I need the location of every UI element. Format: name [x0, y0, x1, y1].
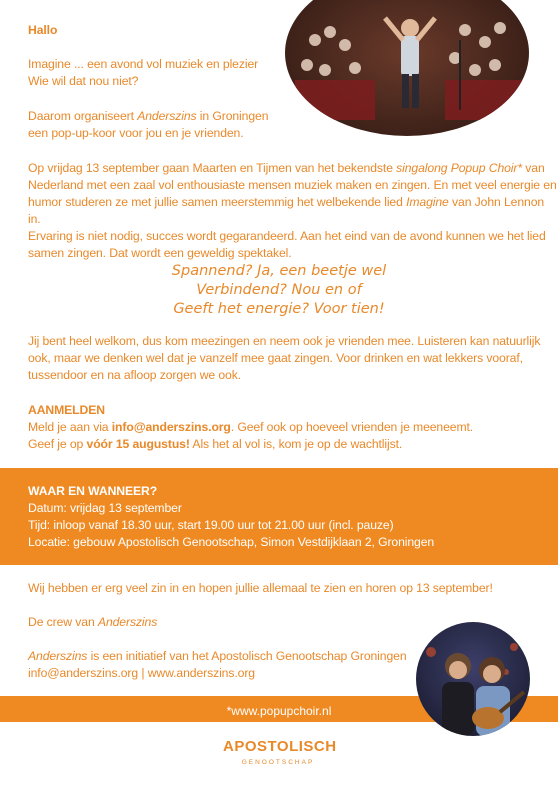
- event-line-1c: van: [522, 161, 545, 175]
- details-date: Datum: vrijdag 13 september: [28, 501, 182, 515]
- event-line-2: Nederland met een zaal vol enthousiaste mensen muziek maken en zingen. En met veel energie en: [28, 178, 557, 192]
- initiative-contact[interactable]: info@anderszins.org | www.anderszins.org: [28, 666, 255, 680]
- quote-line-3: Geeft het energie? Voor tien!: [173, 301, 385, 317]
- choir-performance-photo: [285, 0, 529, 136]
- crew-name: Anderszins: [97, 615, 158, 629]
- event-line-5: samen zingen. Dat wordt een geweldig spektakel.: [28, 246, 292, 260]
- popup-choir-name: singalong Popup Choir*: [396, 161, 523, 175]
- welcome-line-3: tussendoor en na afloop zorgen we ook.: [28, 368, 242, 382]
- closing-line: Wij hebben er erg veel zin in en hopen jullie allemaal te zien en horen op 13 september!: [28, 581, 493, 595]
- details-band: [0, 468, 558, 565]
- logo-wordmark: APOSTOLISCH: [223, 738, 337, 755]
- intro-paragraph: [28, 56, 258, 90]
- apostolisch-genootschap-logo: [223, 738, 337, 774]
- intro-line-1: Imagine ... een avond vol muziek en plezier: [28, 57, 259, 71]
- initiative-text: is een initiatief van het Apostolisch Genootschap Groningen: [87, 649, 407, 663]
- initiative-name: Anderszins: [28, 649, 88, 663]
- musicians-photo-illustration: [416, 622, 530, 736]
- crew-signature: [28, 614, 157, 631]
- organizer-paragraph: [28, 108, 268, 142]
- register-heading: AANMELDEN: [28, 403, 105, 417]
- song-title: Imagine: [406, 195, 449, 209]
- quote-line-2: Verbindend? Nou en of: [196, 282, 362, 298]
- initiative-paragraph: [28, 648, 407, 682]
- logo-subtitle: GENOOTSCHAP: [241, 759, 315, 766]
- details-heading: WAAR EN WANNEER?: [28, 484, 158, 498]
- register-line-2b: Als het al vol is, kom je op de wachtlijst.: [189, 437, 403, 451]
- details-text: [28, 483, 434, 551]
- register-line-1: [28, 419, 473, 436]
- event-line-3: [28, 194, 558, 228]
- organizer-suffix: in Groningen: [196, 109, 269, 123]
- organizer-prefix: Daarom organiseert: [28, 109, 138, 123]
- event-line-3c: van John Lennon in.: [28, 195, 545, 226]
- quote-line-1: Spannend? Ja, een beetje wel: [171, 263, 387, 279]
- register-line-1b: . Geef ook op hoeveel vrienden je meeneemt.: [230, 420, 474, 434]
- event-line-1a: Op vrijdag 13 september gaan Maarten en Tijmen van het bekendste: [28, 161, 397, 175]
- initiative-line: [28, 648, 407, 665]
- crew-prefix: De crew van: [28, 615, 98, 629]
- event-line-3a: humor studeren ze met jullie samen meerstemmig het welbekende lied: [28, 195, 407, 209]
- intro-line-2: Wie wil dat nou niet?: [28, 74, 139, 88]
- welcome-paragraph: [28, 333, 540, 384]
- choir-photo-illustration: [285, 0, 529, 136]
- welcome-line-1: Jij bent heel welkom, dus kom meezingen en neem ook je vrienden mee. Luisteren kan natuurlijk: [28, 334, 541, 348]
- organizer-line-2: een pop-up-koor voor jou en je vrienden.: [28, 126, 244, 140]
- register-email-link[interactable]: info@anderszins.org: [111, 420, 231, 434]
- organizer-line-1: [28, 108, 268, 125]
- musicians-photo: [416, 622, 530, 736]
- popupchoir-url[interactable]: *www.popupchoir.nl: [226, 704, 332, 718]
- event-line-1: [28, 160, 558, 177]
- register-line-1a: Meld je aan via: [28, 420, 112, 434]
- welcome-line-2: ook, maar we denken wel dat je vanzelf mee gaat zingen. Voor drinken en wat lekkers vooraf,: [28, 351, 523, 365]
- organizer-name: Anderszins: [137, 109, 197, 123]
- register-deadline: vóór 15 augustus!: [86, 437, 190, 451]
- event-paragraph: [28, 160, 558, 262]
- greeting: Hallo: [28, 23, 58, 37]
- register-line-2a: Geef je op: [28, 437, 87, 451]
- details-time: Tijd: inloop vanaf 18.30 uur, start 19.00 uur tot 21.00 uur (incl. pauze): [28, 518, 394, 532]
- details-location: Locatie: gebouw Apostolisch Genootschap, Simon Vestdijklaan 2, Groningen: [28, 535, 435, 549]
- register-line-2: [28, 436, 473, 453]
- event-line-4: Ervaring is niet nodig, succes wordt gegarandeerd. Aan het eind van de avond kunnen we het lied: [28, 229, 546, 243]
- register-paragraph: [28, 402, 473, 453]
- quote-block: [0, 262, 558, 319]
